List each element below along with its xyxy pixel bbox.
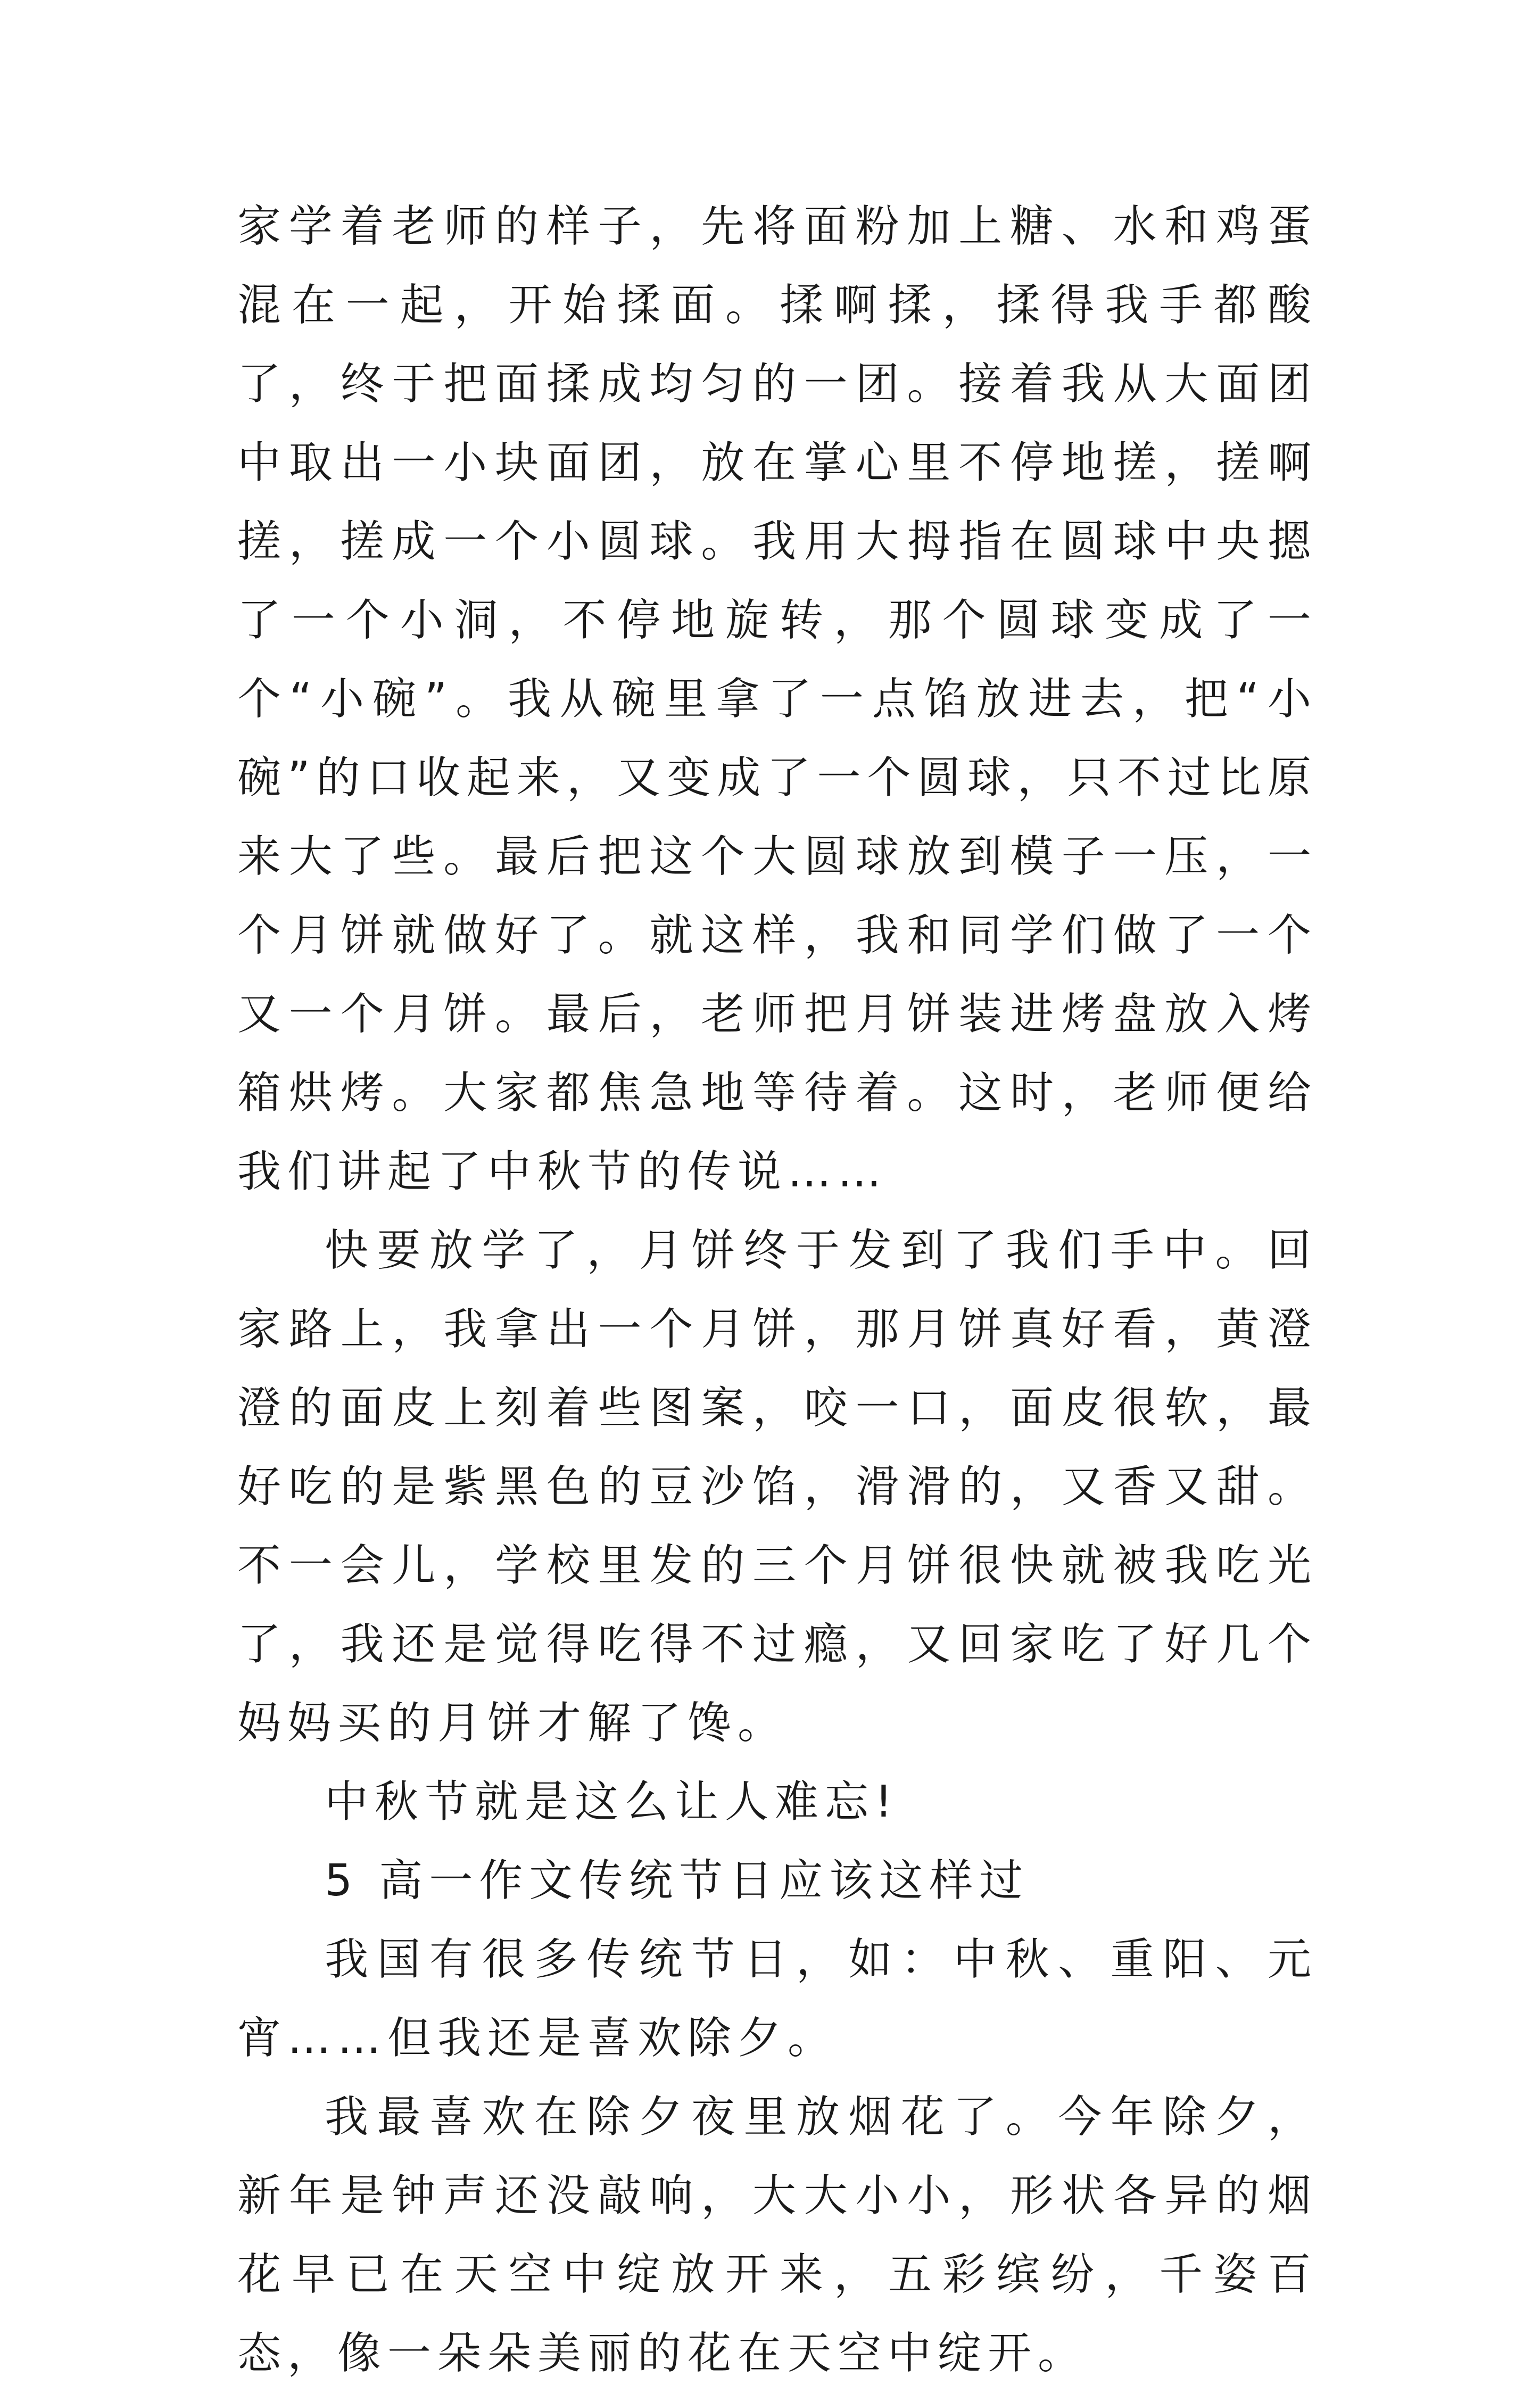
paragraph-2: 快要放学了，月饼终于发到了我们手中。回家路上，我拿出一个月饼，那月饼真好看，黄澄澄的面皮上刻着些图案，咬一口，面皮很软，最好吃的是紫黑色的豆沙馅，滑滑的，又香又甜。不一会儿，学校里发的三个月饼很快就被我吃光了，我还是觉得吃得不过瘾，又回家吃了好几个妈妈买的月饼才解了馋。 xyxy=(237,1225,1318,1748)
paragraph-6: 我最喜欢在除夕夜里放烟花了。今年除夕，新年是钟声还没敲响，大大小小，形状各异的烟花早已在天空中绽放开来，五彩缤纷，千姿百态，像一朵朵美丽的花在天空中绽开。 xyxy=(237,2092,1318,2379)
paragraph-1: 家学着老师的样子，先将面粉加上糖、水和鸡蛋混在一起，开始揉面。揉啊揉，揉得我手都酸了，终于把面揉成均匀的一团。接着我从大面团中取出一小块面团，放在掌心里不停地搓，搓啊搓，搓成一个小圆球。我用大拇指在圆球中央摁了一个小洞，不停地旋转，那个圆球变成了一个“小碗”。我从碗里拿了一点馅放进去，把“小碗”的口收起来，又变成了一个圆球，只不过比原来大了些。最后把这个大圆球放到模子一压，一个月饼就做好了。就这样，我和同学们做了一个又一个月饼。最后，老师把月饼装进烤盘放入烤箱烘烤。大家都焦急地等待着。这时，老师便给我们讲起了中秋节的传说…… xyxy=(237,201,1318,1197)
document-body xyxy=(237,187,1318,2393)
section-heading: 5 高一作文传统节日应该这样过 xyxy=(325,1855,1030,1906)
paragraph-5: 我国有很多传统节日，如：中秋、重阳、元宵……但我还是喜欢除夕。 xyxy=(237,1934,1318,2064)
paragraph-3: 中秋节就是这么让人难忘! xyxy=(325,1777,899,1827)
